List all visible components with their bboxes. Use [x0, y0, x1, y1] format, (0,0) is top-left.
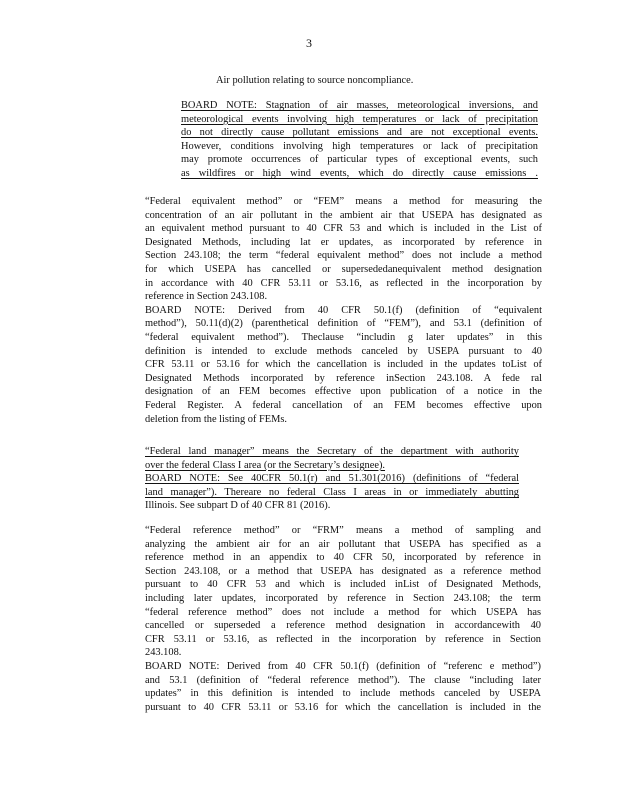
- board-note-line: land manager”). Thereare no federal Class I areas in or immediately abutting: [145, 486, 519, 498]
- board-note-line: Federal Register. A federal cancellation of an FEM becomes effective upon: [145, 399, 542, 411]
- definition-line: concentration of an air pollutant in the ambient air that USEPA has designated as: [145, 209, 542, 221]
- definition-line: Section 243.108; the term “federal equivalent method” does not include a method: [145, 250, 542, 262]
- definition-line: cancelled or superseded a reference method designation in accordancewith 40: [145, 620, 541, 632]
- definition-federal-land-manager: [145, 445, 519, 513]
- definition-federal-equivalent-method: [145, 195, 542, 426]
- definition-line: reference in Section 243.108.: [145, 291, 268, 303]
- board-note-line: meteorological events involving high temperatures or lack of precipitation: [181, 113, 538, 125]
- board-note-line: Illinois. See subpart D of 40 CFR 81 (2016).: [145, 500, 331, 512]
- board-note-line: “federal equivalent method”). Theclause “includin g later updates” in this: [145, 331, 542, 343]
- intro-paragraph: [216, 74, 413, 88]
- definition-line: “Federal equivalent method” or “FEM” means a method for measuring the: [145, 196, 542, 207]
- definition-line: analyzing the ambient air for an air pollutant that USEPA has specified as a: [145, 538, 541, 550]
- page-number: 3: [306, 36, 312, 50]
- board-note-line: designation of an FEM becomes effective upon publication of a notice in the: [145, 386, 542, 398]
- board-note-line: Designated Methods incorporated by reference inSection 243.108. A fede ral: [145, 372, 542, 384]
- board-note-line: and 53.1 (definition of “federal reference method”). The clause “including later: [145, 674, 541, 686]
- board-note-line: updates” in this definition is intended to include methods canceled by USEPA: [145, 688, 541, 700]
- board-note-line: BOARD NOTE: See 40CFR 50.1(r) and 51.301(2016) (definitions of “federal: [145, 473, 519, 485]
- intro-line: Air pollution relating to source noncompliance.: [216, 75, 414, 86]
- definition-line: Section 243.108, or a method that USEPA has designated as a reference method: [145, 565, 541, 577]
- board-note-line: BOARD NOTE: Derived from 40 CFR 50.1(f) (definition of “referenc e method”): [145, 660, 541, 672]
- board-note-line: definition is intended to exclude methods canceled by USEPA pursuant to 40: [145, 345, 542, 357]
- board-note-line: method”), 50.11(d)(2) (parenthetical definition of “FEM”), and 53.1 (definition of: [145, 318, 542, 330]
- definition-line: “Federal land manager” means the Secretary of the department with authority: [145, 446, 519, 457]
- definition-line: reference method in an appendix to 40 CFR 50, incorporated by reference in: [145, 552, 541, 564]
- definition-line: pursuant to 40 CFR 53 and which is included inList of Designated Methods,: [145, 579, 541, 591]
- definition-line: “federal reference method” does not include a method for which USEPA has: [145, 606, 541, 618]
- board-note-line: BOARD NOTE: Stagnation of air masses, meteorological inversions, and: [181, 100, 538, 111]
- board-note-line: deletion from the listing of FEMs.: [145, 413, 287, 425]
- definition-line: over the federal Class I area (or the Secretary’s designee).: [145, 459, 386, 471]
- definition-line: including later updates, incorporated by reference in Section 243.108; the term: [145, 592, 541, 604]
- board-note-line: BOARD NOTE: Derived from 40 CFR 50.1(f) (definition of “equivalent: [145, 304, 542, 316]
- board-note-line: as wildfires or high wind events, which do directly cause emissions .: [181, 167, 538, 179]
- definition-line: in accordance with 40 CFR 53.11 or 53.16, as reflected in the incorporation by: [145, 277, 542, 289]
- definition-line: CFR 53.11 or 53.16, as reflected in the incorporation by reference in Section: [145, 633, 541, 645]
- board-note-stagnation: [181, 99, 538, 181]
- definition-line: 243.108.: [145, 647, 182, 659]
- definition-line: Designated Methods, including lat er updates, as incorporated by reference in: [145, 236, 542, 248]
- board-note-line: do not directly cause pollutant emissions and are not exceptional events.: [181, 127, 538, 139]
- board-note-line: However, conditions involving high temperatures or lack of precipitation: [181, 140, 538, 152]
- board-note-line: may promote occurrences of particular types of exceptional events, such: [181, 154, 538, 166]
- definition-line: “Federal reference method” or “FRM” means a method of sampling and: [145, 525, 541, 536]
- definition-line: an equivalent method pursuant to 40 CFR 53 and which is included in the List of: [145, 223, 542, 235]
- definition-line: for which USEPA has cancelled or supersededanequivalent method designation: [145, 263, 542, 275]
- board-note-line: pursuant to 40 CFR 53.11 or 53.16 for which the cancellation is included in the: [145, 701, 541, 713]
- definition-federal-reference-method: [145, 524, 541, 714]
- board-note-line: CFR 53.11 or 53.16 for which the cancellation is included in the updates toList of: [145, 359, 542, 371]
